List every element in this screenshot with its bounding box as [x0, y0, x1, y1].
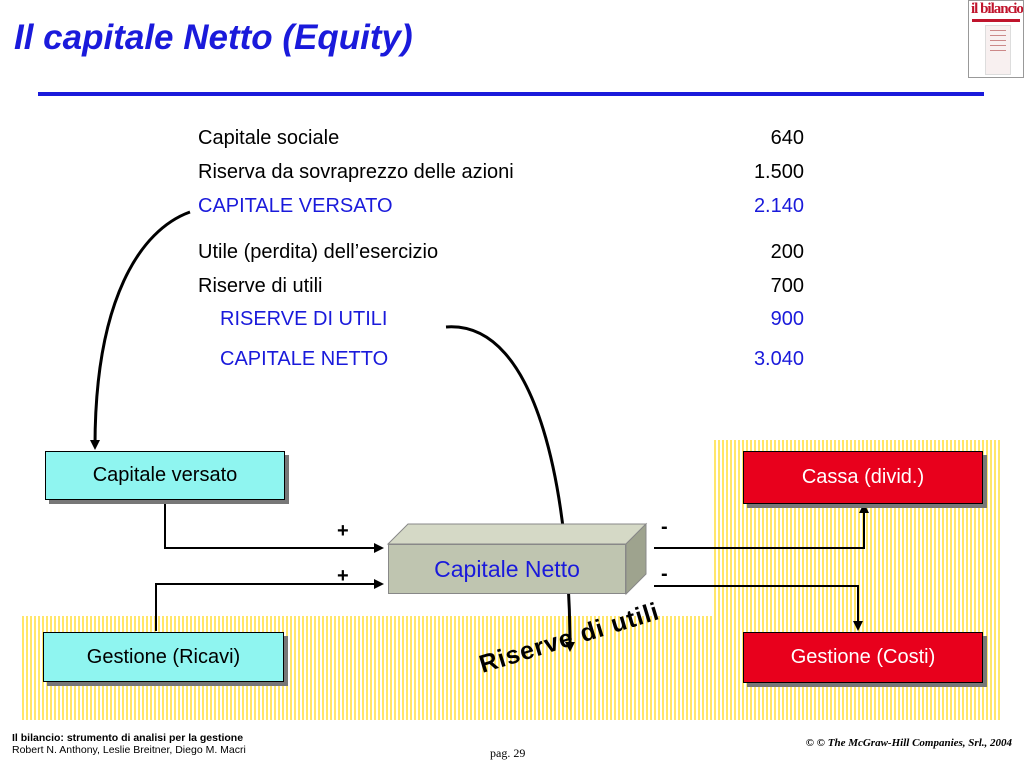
row-label: Utile (perdita) dell’esercizio — [198, 241, 439, 263]
line-ricavi-to-netto — [156, 584, 380, 631]
row-value: 640 — [770, 127, 804, 149]
cover-logo: il bilancio — [971, 1, 1023, 17]
capitale-netto-top-face — [388, 524, 646, 544]
row-value: 1.500 — [753, 161, 804, 183]
plus-sign-top: + — [337, 520, 349, 542]
row-value: 2.140 — [753, 195, 804, 217]
line-netto-to-cassa — [654, 507, 864, 548]
curve-arrow-versato — [95, 212, 190, 446]
row-label: CAPITALE NETTO — [220, 348, 389, 370]
page-number: pag. 29 — [490, 746, 526, 760]
footer-credits — [12, 732, 246, 756]
row-value: 900 — [770, 308, 804, 330]
cassa-box: Cassa (divid.) — [743, 451, 983, 504]
capitale-netto-box: Capitale Netto — [388, 544, 626, 594]
page-title: Il capitale Netto (Equity) — [14, 18, 413, 57]
row-label: Capitale sociale — [198, 127, 340, 149]
row-label: Riserva da sovraprezzo delle azioni — [198, 161, 514, 183]
footer-copyright: © © The McGraw-Hill Companies, Srl., 2004 — [805, 737, 1012, 749]
row-label: RISERVE DI UTILI — [220, 308, 388, 330]
gestione-ricavi-box: Gestione (Ricavi) — [43, 632, 284, 682]
row-label: Riserve di utili — [198, 275, 323, 297]
row-value: 3.040 — [753, 348, 804, 370]
row-value: 700 — [770, 275, 804, 297]
minus-sign-bottom: - — [661, 563, 668, 585]
row-value: 200 — [770, 241, 804, 263]
capitale-versato-box: Capitale versato — [45, 451, 285, 500]
minus-sign-top: - — [661, 516, 668, 538]
footer-book-title: Il bilancio: strumento di analisi per la gestione — [12, 732, 244, 744]
gestione-costi-box: Gestione (Costi) — [743, 632, 983, 683]
footer-authors: Robert N. Anthony, Leslie Breitner, Diego M. Macri — [12, 744, 246, 756]
row-label: CAPITALE VERSATO — [198, 195, 393, 217]
line-netto-to-costi — [654, 586, 858, 627]
riserve-di-utili-label: Riserve di utili — [476, 597, 663, 679]
curve-arrow-riserve — [446, 327, 570, 648]
plus-sign-bottom: + — [337, 565, 349, 587]
